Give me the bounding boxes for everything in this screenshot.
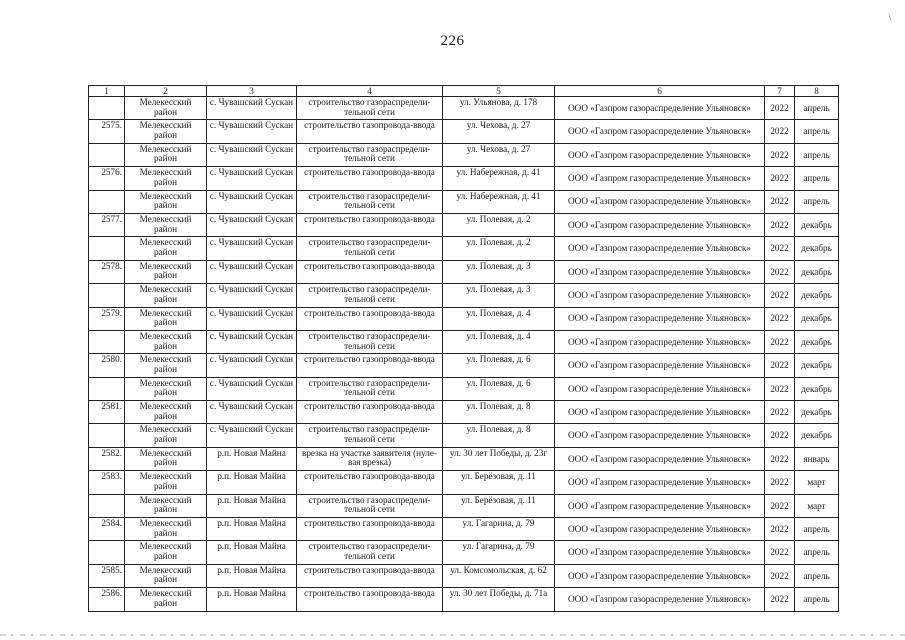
address-cell: ул. Полевая, д. 2 <box>443 237 555 260</box>
address-cell: ул. Полевая, д. 8 <box>443 424 555 447</box>
address-cell: ул. Берёзовая, д. 11 <box>443 494 555 517</box>
table-row <box>89 284 839 307</box>
address-cell: ул. Набережная, д. 41 <box>443 167 555 190</box>
row-number-cell <box>89 377 125 400</box>
table-row <box>89 190 839 213</box>
year-cell: 2022 <box>765 330 795 353</box>
address-cell: ул. Полевая, д. 6 <box>443 354 555 377</box>
month-cell: декабрь <box>795 284 839 307</box>
page-number: 226 <box>440 33 465 49</box>
organization-cell: ООО «Газпром газораспределение Ульяновск» <box>555 401 765 424</box>
table-row <box>89 330 839 353</box>
table-row <box>89 471 839 494</box>
year-cell: 2022 <box>765 354 795 377</box>
locality-cell: с. Чувашский Сускан <box>207 401 297 424</box>
work-type-cell: строительство газопровода-ввода <box>297 518 443 541</box>
table-row <box>89 377 839 400</box>
organization-cell: ООО «Газпром газораспределение Ульяновск» <box>555 424 765 447</box>
locality-cell: с. Чувашский Сускан <box>207 213 297 236</box>
month-cell: декабрь <box>795 260 839 283</box>
row-number-cell <box>89 330 125 353</box>
organization-cell: ООО «Газпром газораспределение Ульяновск» <box>555 284 765 307</box>
table-row <box>89 354 839 377</box>
table-row <box>89 97 839 120</box>
table-row <box>89 307 839 330</box>
month-cell: декабрь <box>795 213 839 236</box>
district-cell: Мелекесский район <box>125 167 207 190</box>
address-cell: ул. Гагарина, д. 79 <box>443 541 555 564</box>
registry-table <box>88 85 839 612</box>
address-cell: ул. Полевая, д. 4 <box>443 330 555 353</box>
row-number-cell: 2575. <box>89 120 125 143</box>
work-type-cell: строительство газопровода-ввода <box>297 307 443 330</box>
address-cell: ул. 30 лет Победы, д. 71а <box>443 588 555 611</box>
work-type-cell: строительство газораспредели-тельной сети <box>297 97 443 120</box>
table-row <box>89 143 839 166</box>
organization-cell: ООО «Газпром газораспределение Ульяновск» <box>555 213 765 236</box>
year-cell: 2022 <box>765 97 795 120</box>
district-cell: Мелекесский район <box>125 307 207 330</box>
locality-cell: р.п. Новая Майна <box>207 494 297 517</box>
row-number-cell <box>89 541 125 564</box>
header-cell: 5 <box>443 86 555 97</box>
organization-cell: ООО «Газпром газораспределение Ульяновск» <box>555 167 765 190</box>
locality-cell: с. Чувашский Сускан <box>207 237 297 260</box>
header-cell: 7 <box>765 86 795 97</box>
organization-cell: ООО «Газпром газораспределение Ульяновск» <box>555 541 765 564</box>
work-type-cell: строительство газораспредели-тельной сети <box>297 190 443 213</box>
year-cell: 2022 <box>765 237 795 260</box>
organization-cell: ООО «Газпром газораспределение Ульяновск» <box>555 471 765 494</box>
locality-cell: с. Чувашский Сускан <box>207 354 297 377</box>
row-number-cell: 2577. <box>89 213 125 236</box>
month-cell: апрель <box>795 564 839 587</box>
district-cell: Мелекесский район <box>125 471 207 494</box>
organization-cell: ООО «Газпром газораспределение Ульяновск» <box>555 447 765 470</box>
month-cell: апрель <box>795 518 839 541</box>
month-cell: декабрь <box>795 330 839 353</box>
scan-edge-artifact <box>0 634 905 636</box>
year-cell: 2022 <box>765 377 795 400</box>
row-number-cell: 2578. <box>89 260 125 283</box>
month-cell: апрель <box>795 190 839 213</box>
work-type-cell: строительство газопровода-ввода <box>297 354 443 377</box>
year-cell: 2022 <box>765 518 795 541</box>
work-type-cell: строительство газораспредели-тельной сети <box>297 541 443 564</box>
district-cell: Мелекесский район <box>125 564 207 587</box>
locality-cell: с. Чувашский Сускан <box>207 330 297 353</box>
year-cell: 2022 <box>765 588 795 611</box>
month-cell: декабрь <box>795 401 839 424</box>
district-cell: Мелекесский район <box>125 120 207 143</box>
district-cell: Мелекесский район <box>125 518 207 541</box>
work-type-cell: врезка на участке заявителя (нуле-вая врезка) <box>297 447 443 470</box>
work-type-cell: строительство газораспредели-тельной сети <box>297 284 443 307</box>
organization-cell: ООО «Газпром газораспределение Ульяновск» <box>555 97 765 120</box>
locality-cell: с. Чувашский Сускан <box>207 120 297 143</box>
work-type-cell: строительство газопровода-ввода <box>297 260 443 283</box>
month-cell: декабрь <box>795 237 839 260</box>
district-cell: Мелекесский район <box>125 447 207 470</box>
year-cell: 2022 <box>765 564 795 587</box>
table-row <box>89 120 839 143</box>
district-cell: Мелекесский район <box>125 213 207 236</box>
address-cell: ул. Полевая, д. 3 <box>443 284 555 307</box>
locality-cell: с. Чувашский Сускан <box>207 377 297 400</box>
month-cell: апрель <box>795 541 839 564</box>
row-number-cell: 2582. <box>89 447 125 470</box>
organization-cell: ООО «Газпром газораспределение Ульяновск» <box>555 354 765 377</box>
year-cell: 2022 <box>765 447 795 470</box>
month-cell: декабрь <box>795 377 839 400</box>
district-cell: Мелекесский район <box>125 237 207 260</box>
work-type-cell: строительство газораспредели-тельной сети <box>297 330 443 353</box>
row-number-cell <box>89 237 125 260</box>
month-cell: декабрь <box>795 354 839 377</box>
organization-cell: ООО «Газпром газораспределение Ульяновск» <box>555 307 765 330</box>
row-number-cell: 2585. <box>89 564 125 587</box>
header-cell: 6 <box>555 86 765 97</box>
year-cell: 2022 <box>765 541 795 564</box>
address-cell: ул. Полевая, д. 6 <box>443 377 555 400</box>
month-cell: декабрь <box>795 307 839 330</box>
year-cell: 2022 <box>765 213 795 236</box>
district-cell: Мелекесский район <box>125 377 207 400</box>
work-type-cell: строительство газопровода-ввода <box>297 401 443 424</box>
district-cell: Мелекесский район <box>125 541 207 564</box>
month-cell: апрель <box>795 143 839 166</box>
organization-cell: ООО «Газпром газораспределение Ульяновск» <box>555 330 765 353</box>
month-cell: март <box>795 494 839 517</box>
address-cell: ул. Набережная, д. 41 <box>443 190 555 213</box>
table-row <box>89 541 839 564</box>
district-cell: Мелекесский район <box>125 494 207 517</box>
organization-cell: ООО «Газпром газораспределение Ульяновск» <box>555 260 765 283</box>
row-number-cell <box>89 424 125 447</box>
table-row <box>89 564 839 587</box>
work-type-cell: строительство газораспредели-тельной сети <box>297 237 443 260</box>
year-cell: 2022 <box>765 167 795 190</box>
header-cell: 1 <box>89 86 125 97</box>
locality-cell: р.п. Новая Майна <box>207 447 297 470</box>
table-row <box>89 213 839 236</box>
address-cell: ул. Ульянова, д. 178 <box>443 97 555 120</box>
year-cell: 2022 <box>765 401 795 424</box>
organization-cell: ООО «Газпром газораспределение Ульяновск» <box>555 494 765 517</box>
district-cell: Мелекесский район <box>125 424 207 447</box>
work-type-cell: строительство газораспредели-тельной сети <box>297 143 443 166</box>
organization-cell: ООО «Газпром газораспределение Ульяновск» <box>555 143 765 166</box>
address-cell: ул. Чехова, д. 27 <box>443 143 555 166</box>
district-cell: Мелекесский район <box>125 401 207 424</box>
year-cell: 2022 <box>765 494 795 517</box>
table-row <box>89 424 839 447</box>
work-type-cell: строительство газопровода-ввода <box>297 471 443 494</box>
locality-cell: с. Чувашский Сускан <box>207 260 297 283</box>
table-row <box>89 588 839 611</box>
work-type-cell: строительство газораспредели-тельной сети <box>297 424 443 447</box>
address-cell: ул. Чехова, д. 27 <box>443 120 555 143</box>
district-cell: Мелекесский район <box>125 143 207 166</box>
row-number-cell: 2580. <box>89 354 125 377</box>
year-cell: 2022 <box>765 260 795 283</box>
district-cell: Мелекесский район <box>125 190 207 213</box>
row-number-cell <box>89 97 125 120</box>
address-cell: ул. Полевая, д. 8 <box>443 401 555 424</box>
work-type-cell: строительство газопровода-ввода <box>297 564 443 587</box>
district-cell: Мелекесский район <box>125 260 207 283</box>
row-number-cell: 2576. <box>89 167 125 190</box>
year-cell: 2022 <box>765 471 795 494</box>
row-number-cell <box>89 143 125 166</box>
organization-cell: ООО «Газпром газораспределение Ульяновск» <box>555 518 765 541</box>
address-cell: ул. Полевая, д. 3 <box>443 260 555 283</box>
month-cell: апрель <box>795 97 839 120</box>
row-number-cell <box>89 190 125 213</box>
year-cell: 2022 <box>765 120 795 143</box>
table-row <box>89 447 839 470</box>
address-cell: ул. Полевая, д. 4 <box>443 307 555 330</box>
corner-mark: \ <box>888 12 891 22</box>
locality-cell: с. Чувашский Сускан <box>207 167 297 190</box>
table-body <box>89 86 839 612</box>
month-cell: апрель <box>795 120 839 143</box>
year-cell: 2022 <box>765 307 795 330</box>
row-number-cell: 2579. <box>89 307 125 330</box>
year-cell: 2022 <box>765 143 795 166</box>
work-type-cell: строительство газопровода-ввода <box>297 588 443 611</box>
header-row <box>89 86 839 97</box>
row-number-cell <box>89 494 125 517</box>
year-cell: 2022 <box>765 424 795 447</box>
header-cell: 2 <box>125 86 207 97</box>
work-type-cell: строительство газопровода-ввода <box>297 167 443 190</box>
header-cell: 8 <box>795 86 839 97</box>
row-number-cell: 2581. <box>89 401 125 424</box>
year-cell: 2022 <box>765 190 795 213</box>
address-cell: ул. Комсомольская, д. 62 <box>443 564 555 587</box>
locality-cell: с. Чувашский Сускан <box>207 143 297 166</box>
address-cell: ул. Полевая, д. 2 <box>443 213 555 236</box>
row-number-cell <box>89 284 125 307</box>
table-row <box>89 167 839 190</box>
month-cell: апрель <box>795 167 839 190</box>
district-cell: Мелекесский район <box>125 284 207 307</box>
table-row <box>89 401 839 424</box>
row-number-cell: 2586. <box>89 588 125 611</box>
work-type-cell: строительство газопровода-ввода <box>297 213 443 236</box>
district-cell: Мелекесский район <box>125 588 207 611</box>
work-type-cell: строительство газопровода-ввода <box>297 120 443 143</box>
organization-cell: ООО «Газпром газораспределение Ульяновск» <box>555 564 765 587</box>
month-cell: март <box>795 471 839 494</box>
header-cell: 4 <box>297 86 443 97</box>
locality-cell: р.п. Новая Майна <box>207 588 297 611</box>
row-number-cell: 2584. <box>89 518 125 541</box>
month-cell: апрель <box>795 588 839 611</box>
locality-cell: с. Чувашский Сускан <box>207 97 297 120</box>
address-cell: ул. Берёзовая, д. 11 <box>443 471 555 494</box>
district-cell: Мелекесский район <box>125 330 207 353</box>
table-row <box>89 518 839 541</box>
year-cell: 2022 <box>765 284 795 307</box>
organization-cell: ООО «Газпром газораспределение Ульяновск» <box>555 190 765 213</box>
work-type-cell: строительство газораспредели-тельной сети <box>297 494 443 517</box>
locality-cell: р.п. Новая Майна <box>207 471 297 494</box>
locality-cell: с. Чувашский Сускан <box>207 284 297 307</box>
organization-cell: ООО «Газпром газораспределение Ульяновск» <box>555 588 765 611</box>
address-cell: ул. Гагарина, д. 79 <box>443 518 555 541</box>
district-cell: Мелекесский район <box>125 97 207 120</box>
locality-cell: с. Чувашский Сускан <box>207 190 297 213</box>
locality-cell: р.п. Новая Майна <box>207 564 297 587</box>
locality-cell: с. Чувашский Сускан <box>207 307 297 330</box>
organization-cell: ООО «Газпром газораспределение Ульяновск» <box>555 377 765 400</box>
locality-cell: р.п. Новая Майна <box>207 541 297 564</box>
address-cell: ул. 30 лет Победы, д. 23г <box>443 447 555 470</box>
header-cell: 3 <box>207 86 297 97</box>
table-row <box>89 260 839 283</box>
locality-cell: с. Чувашский Сускан <box>207 424 297 447</box>
district-cell: Мелекесский район <box>125 354 207 377</box>
work-type-cell: строительство газораспредели-тельной сети <box>297 377 443 400</box>
table-row <box>89 237 839 260</box>
row-number-cell: 2583. <box>89 471 125 494</box>
table-row <box>89 494 839 517</box>
organization-cell: ООО «Газпром газораспределение Ульяновск» <box>555 120 765 143</box>
month-cell: декабрь <box>795 424 839 447</box>
organization-cell: ООО «Газпром газораспределение Ульяновск» <box>555 237 765 260</box>
locality-cell: р.п. Новая Майна <box>207 518 297 541</box>
month-cell: январь <box>795 447 839 470</box>
